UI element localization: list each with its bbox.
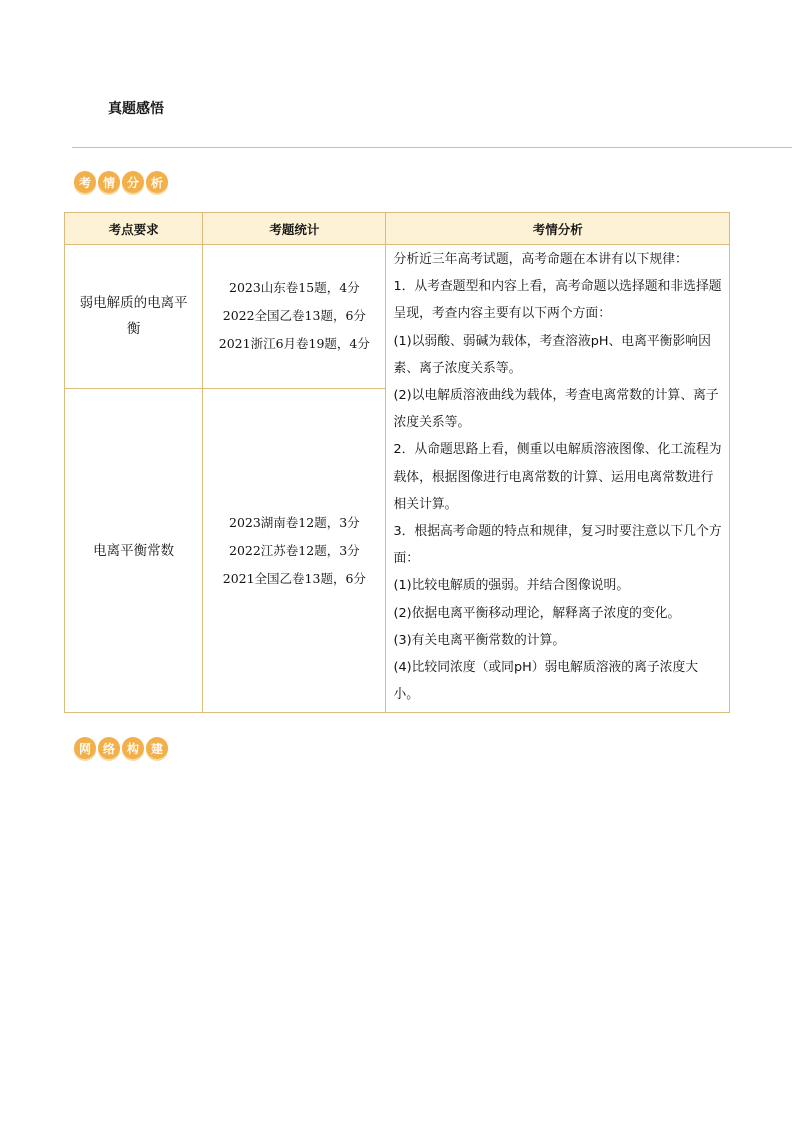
stat-line: 2023湖南卷12题，3分 <box>229 514 360 530</box>
badge-char: 建 <box>146 737 168 759</box>
analysis-line: 分析近三年高考试题，高考命题在本讲有以下规律： <box>393 252 688 267</box>
stats-cell <box>203 245 386 389</box>
analysis-line: 3．根据高考命题的特点和规律，复习时要注意以下几个方面： <box>393 524 722 567</box>
analysis-line: (1)比较电解质的强弱。并结合图像说明。 <box>393 578 630 594</box>
page-title: 真题感悟 <box>108 101 164 117</box>
badge-char: 分 <box>122 171 144 193</box>
stat-line: 2022江苏卷12题，3分 <box>229 542 360 558</box>
stat-line: 2021浙江6月卷19题，4分 <box>218 336 370 352</box>
analysis-line: (4)比较同浓度（或同pH）弱电解质溶液的离子浓度大小。 <box>393 660 699 703</box>
analysis-line: (1)以弱酸、弱碱为载体，考查溶液pH、电离平衡影响因素、离子浓度关系等。 <box>393 333 711 376</box>
table-row <box>65 245 730 389</box>
analysis-line: (2)依据电离平衡移动理论，解释离子浓度的变化。 <box>393 605 681 621</box>
analysis-line: 2．从命题思路上看，侧重以电解质溶液图像、化工流程为载体，根据图像进行电离常数的计算、运用电离常数进行相关计算。 <box>393 442 722 512</box>
badge-char: 情 <box>98 171 120 193</box>
badge-char: 网 <box>74 737 96 759</box>
stats-cell <box>203 388 386 713</box>
header-topic: 考点要求 <box>65 213 203 245</box>
section-badge-analysis <box>74 171 168 193</box>
table-header-row <box>65 213 730 245</box>
badge-char: 考 <box>74 171 96 193</box>
divider <box>72 147 792 148</box>
stat-line: 2023山东卷15题，4分 <box>229 280 360 296</box>
analysis-line: (2)以电解质溶液曲线为载体，考查电离常数的计算、离子浓度关系等。 <box>393 388 719 431</box>
stat-line: 2021全国乙卷13题，6分 <box>222 570 366 586</box>
analysis-line: 1．从考查题型和内容上看，高考命题以选择题和非选择题呈现，考查内容主要有以下两个方面： <box>393 279 722 322</box>
header-stats: 考题统计 <box>203 213 386 245</box>
section-badge-network <box>74 737 168 759</box>
topic-cell: 弱电解质的电离平衡 <box>65 245 203 389</box>
analysis-line: (3)有关电离平衡常数的计算。 <box>393 632 566 648</box>
analysis-cell <box>386 245 730 713</box>
badge-char: 络 <box>98 737 120 759</box>
stat-line: 2022全国乙卷13题，6分 <box>222 308 366 324</box>
header-analysis: 考情分析 <box>386 213 730 245</box>
topic-cell: 电离平衡常数 <box>65 388 203 713</box>
badge-char: 构 <box>122 737 144 759</box>
badge-char: 析 <box>146 171 168 193</box>
exam-analysis-table <box>64 212 730 713</box>
